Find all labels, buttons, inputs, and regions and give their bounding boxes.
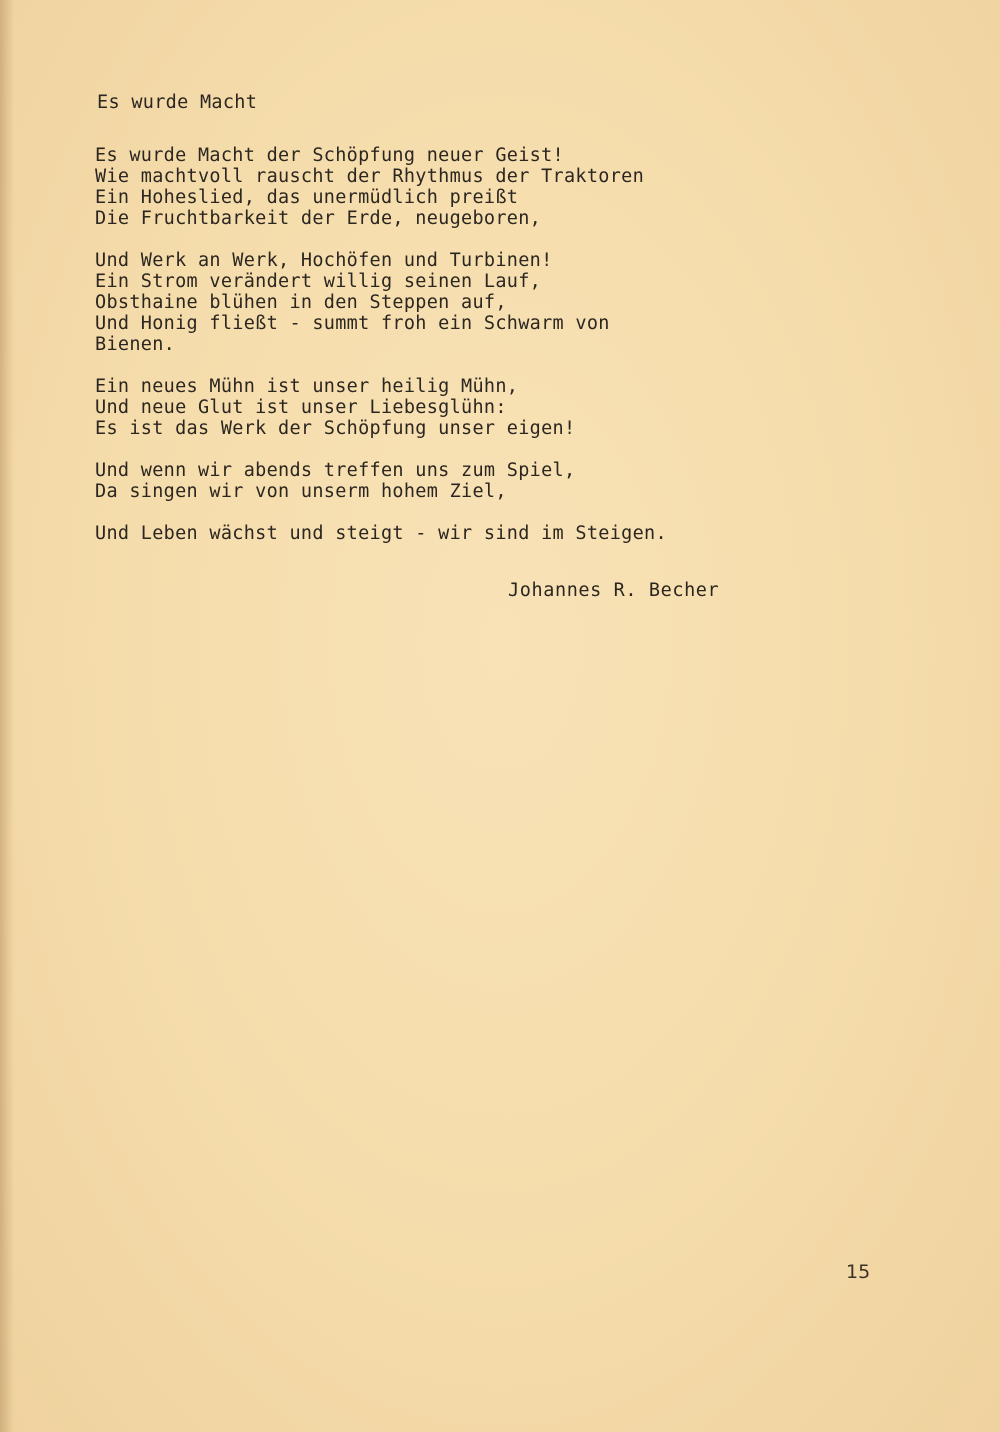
poem-line: Ein Hoheslied, das unermüdlich preißt [95,187,519,208]
poem-author: Johannes R. Becher [508,580,720,601]
poem-body [95,145,795,565]
poem-line: Es wurde Macht der Schöpfung neuer Geist! [95,145,564,166]
stanza-2 [95,250,795,355]
stanza-4 [95,460,795,502]
stanza-5 [95,523,795,544]
poem-title: Es wurde Macht [97,92,258,113]
poem-line: Ein Strom verändert willig seinen Lauf, [95,271,542,292]
poem-line: Obsthaine blühen in den Steppen auf, [95,292,507,313]
page-edge-shadow [0,0,14,1432]
poem-line: Ein neues Mühn ist unser heilig Mühn, [95,376,519,397]
poem-line: Wie machtvoll rauscht der Rhythmus der Traktoren [95,166,645,187]
poem-line: Es ist das Werk der Schöpfung unser eigen! [95,418,576,439]
stanza-1 [95,145,795,229]
poem-line: Bienen. [95,334,176,355]
poem-line: Und neue Glut ist unser Liebesglühn: [95,397,507,418]
poem-line: Die Fruchtbarkeit der Erde, neugeboren, [95,208,542,229]
poem-line: Und Werk an Werk, Hochöfen und Turbinen! [95,250,553,271]
stanza-3 [95,376,795,439]
poem-line: Und Honig fließt - summt froh ein Schwarm von [95,313,610,334]
poem-line: Und Leben wächst und steigt - wir sind im Steigen. [95,523,667,544]
page-number: 15 [846,1261,871,1283]
poem-line: Da singen wir von unserm hohem Ziel, [95,481,507,502]
poem-line: Und wenn wir abends treffen uns zum Spiel, [95,460,576,481]
